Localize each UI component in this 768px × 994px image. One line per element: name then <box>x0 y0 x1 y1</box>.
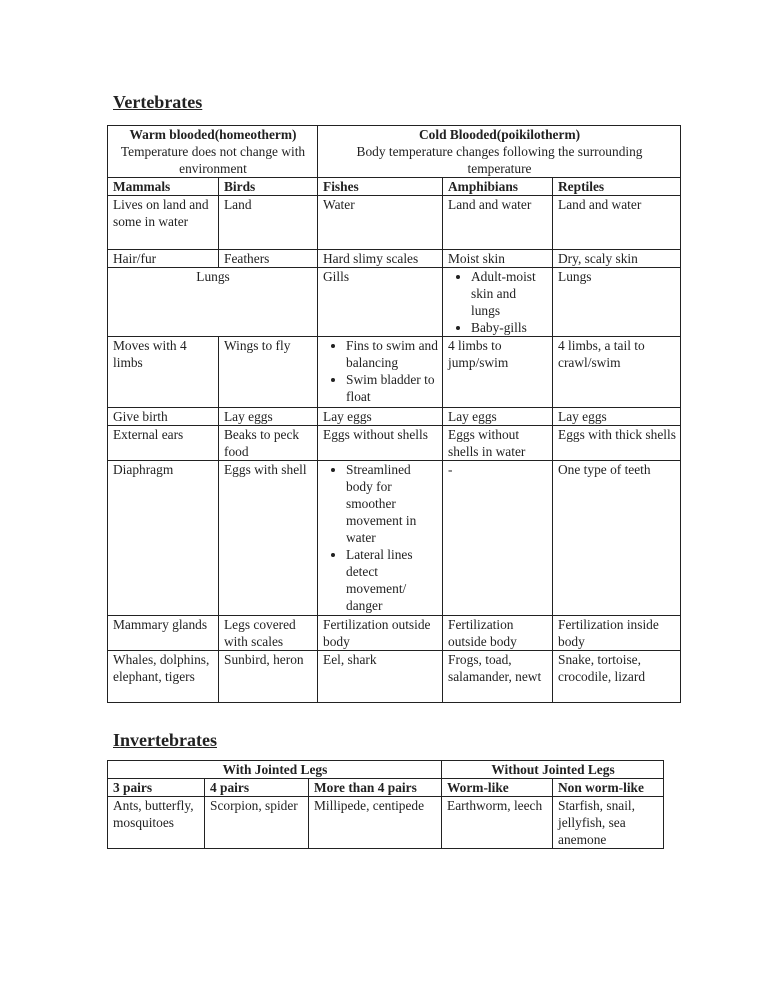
breathing-amphibians <box>443 268 553 337</box>
invert-examples-4-pairs: Scorpion, spider <box>205 797 309 849</box>
habitat-amphibians: Land and water <box>443 196 553 250</box>
reproduction-mammals: Give birth <box>108 408 219 426</box>
feature1-reptiles: Eggs with thick shells <box>553 426 681 461</box>
list-item: • Baby-gills <box>471 319 548 336</box>
class-reptiles: Reptiles <box>553 178 681 196</box>
invert-examples-more: Millipede, centipede <box>309 797 442 849</box>
feature2-birds: Eggs with shell <box>219 461 318 616</box>
reproduction-reptiles: Lay eggs <box>553 408 681 426</box>
vertebrates-table <box>107 125 681 703</box>
feature3-birds: Legs covered with scales <box>219 616 318 651</box>
jointed-legs-header: With Jointed Legs <box>108 761 442 779</box>
examples-reptiles: Snake, tortoise, crocodile, lizard <box>553 651 681 703</box>
subgroup-4-pairs: 4 pairs <box>205 779 309 797</box>
list-item: • Fins to swim and balancing <box>346 337 438 371</box>
covering-amphibians: Moist skin <box>443 250 553 268</box>
movement-reptiles: 4 limbs, a tail to crawl/swim <box>553 337 681 408</box>
examples-amphibians: Frogs, toad, salamander, newt <box>443 651 553 703</box>
class-mammals: Mammals <box>108 178 219 196</box>
invert-examples-worm: Earthworm, leech <box>442 797 553 849</box>
invert-examples-3-pairs: Ants, butterfly, mosquitoes <box>108 797 205 849</box>
movement-fishes <box>318 337 443 408</box>
feature2-fishes <box>318 461 443 616</box>
feature2-reptiles: One type of teeth <box>553 461 681 616</box>
cold-blooded-title: Cold Blooded(poikilotherm) <box>418 127 581 142</box>
non-jointed-legs-header: Without Jointed Legs <box>442 761 664 779</box>
examples-mammals: Whales, dolphins, elephant, tigers <box>108 651 219 703</box>
warm-blooded-header <box>108 126 318 178</box>
invertebrates-table <box>107 760 664 849</box>
feature2-fishes-list <box>323 461 438 614</box>
covering-mammals: Hair/fur <box>108 250 219 268</box>
breathing-reptiles: Lungs <box>553 268 681 337</box>
habitat-fishes: Water <box>318 196 443 250</box>
habitat-reptiles: Land and water <box>553 196 681 250</box>
invert-examples-nonworm: Starfish, snail, jellyfish, sea anemone <box>553 797 664 849</box>
habitat-birds: Land <box>219 196 318 250</box>
warm-blooded-desc: Temperature does not change with environment <box>120 144 306 176</box>
movement-mammals: Moves with 4 limbs <box>108 337 219 408</box>
breathing-amphibians-list <box>448 268 548 336</box>
feature3-mammals: Mammary glands <box>108 616 219 651</box>
cold-blooded-desc: Body temperature changes following the surrounding temperature <box>356 144 643 176</box>
class-birds: Birds <box>219 178 318 196</box>
class-amphibians: Amphibians <box>443 178 553 196</box>
covering-fishes: Hard slimy scales <box>318 250 443 268</box>
invertebrates-heading: Invertebrates <box>113 730 217 750</box>
examples-fishes: Eel, shark <box>318 651 443 703</box>
examples-birds: Sunbird, heron <box>219 651 318 703</box>
covering-reptiles: Dry, scaly skin <box>553 250 681 268</box>
subgroup-non-worm-like: Non worm-like <box>553 779 664 797</box>
feature3-fishes: Fertilization outside body <box>318 616 443 651</box>
class-fishes: Fishes <box>318 178 443 196</box>
list-item: • Swim bladder to float <box>346 371 438 405</box>
movement-birds: Wings to fly <box>219 337 318 408</box>
reproduction-birds: Lay eggs <box>219 408 318 426</box>
feature1-mammals: External ears <box>108 426 219 461</box>
subgroup-worm-like: Worm-like <box>442 779 553 797</box>
movement-amphibians: 4 limbs to jump/swim <box>443 337 553 408</box>
breathing-warm: Lungs <box>108 268 318 337</box>
movement-fishes-list <box>323 337 438 405</box>
list-item: • Streamlined body for smoother movement in water <box>346 461 438 546</box>
habitat-mammals: Lives on land and some in water <box>108 196 219 250</box>
subgroup-more-than-4: More than 4 pairs <box>309 779 442 797</box>
warm-blooded-title: Warm blooded(homeotherm) <box>129 127 297 142</box>
feature1-fishes: Eggs without shells <box>318 426 443 461</box>
feature2-amphibians: - <box>443 461 553 616</box>
feature1-amphibians: Eggs without shells in water <box>443 426 553 461</box>
feature2-mammals: Diaphragm <box>108 461 219 616</box>
list-item: • Adult-moist skin and lungs <box>471 268 548 319</box>
reproduction-amphibians: Lay eggs <box>443 408 553 426</box>
subgroup-3-pairs: 3 pairs <box>108 779 205 797</box>
feature3-reptiles: Fertilization inside body <box>553 616 681 651</box>
covering-birds: Feathers <box>219 250 318 268</box>
reproduction-fishes: Lay eggs <box>318 408 443 426</box>
list-item: • Lateral lines detect movement/ danger <box>346 546 438 614</box>
feature1-birds: Beaks to peck food <box>219 426 318 461</box>
vertebrates-heading: Vertebrates <box>113 92 203 112</box>
cold-blooded-header <box>318 126 681 178</box>
breathing-fishes: Gills <box>318 268 443 337</box>
feature3-amphibians: Fertilization outside body <box>443 616 553 651</box>
